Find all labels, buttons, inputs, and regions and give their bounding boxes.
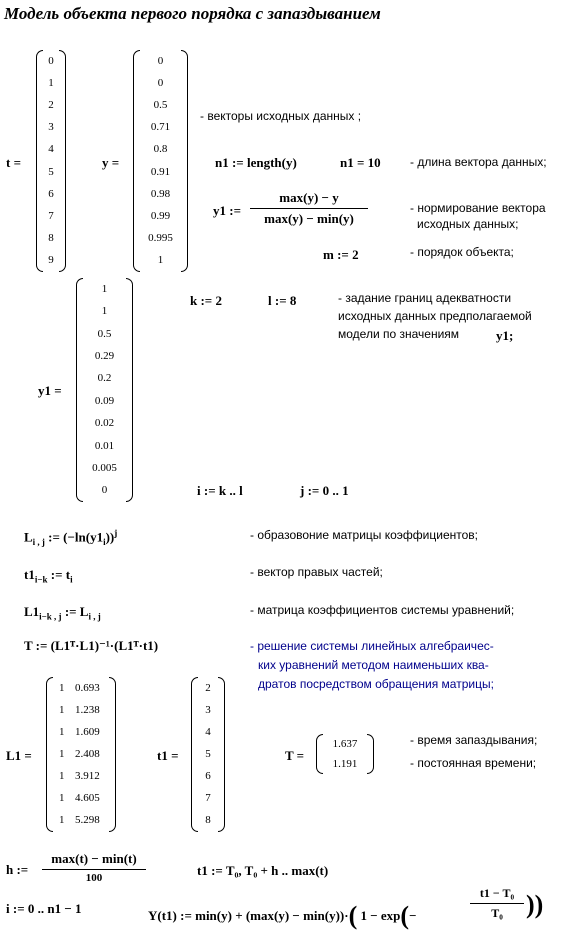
t-vector-cells xyxy=(43,50,59,272)
l-definition: l := 8 xyxy=(268,293,297,308)
L1-matrix-cell-col1: 1 xyxy=(59,770,65,783)
j-range: j := 0 .. 1 xyxy=(300,483,349,498)
T-result-cell: 1.637 xyxy=(332,737,358,750)
y1-vector-cell: 1 xyxy=(101,282,108,295)
L1-matrix-cell-col1: 1 xyxy=(59,703,65,716)
L1-definition: $L1_{i-k , j}$ := $L_{i , j}$ xyxy=(24,604,101,622)
y1-numerator: max(y) − y xyxy=(279,190,339,205)
y1-vector-cell: 0.005 xyxy=(92,461,117,474)
y-vector-cell: 0.99 xyxy=(150,210,171,222)
y1-denominator: max(y) − min(y) xyxy=(264,211,354,226)
t-vector-cell: 5 xyxy=(48,165,54,178)
model-close-parens: )) xyxy=(526,890,544,919)
t1-vector-cell: 8 xyxy=(205,814,211,827)
t1-vector-cell: 5 xyxy=(205,748,211,760)
T-result-vector xyxy=(316,734,374,774)
comment-bounds-var: y1; xyxy=(496,328,514,343)
comment-normalize-2: исходных данных; xyxy=(417,217,519,231)
comment-length: - длина вектора данных; xyxy=(410,155,547,169)
y1-vector-cell: 0.01 xyxy=(94,439,115,452)
y-vector-cell: 0 xyxy=(157,76,164,89)
comment-L: - образовоние матрицы коэффициентов; xyxy=(250,528,478,542)
comment-T-delay: - время запаздывания; xyxy=(410,733,538,747)
comment-bounds-3: модели по значениям xyxy=(338,327,460,341)
y-vector-cell: 0.98 xyxy=(150,187,171,200)
k-definition: k := 2 xyxy=(190,293,222,308)
L1-matrix-cell-col1: 1 xyxy=(59,681,65,694)
model-fraction xyxy=(470,886,524,921)
y-vector-cell: 0 xyxy=(157,54,164,67)
t-vector-cell: 1 xyxy=(48,76,54,89)
y-label: y = xyxy=(102,155,120,170)
t1-vector-cell: 4 xyxy=(205,725,211,738)
h-denominator: 100 xyxy=(85,872,103,884)
L1-matrix-cell-col2: 0.693 xyxy=(75,681,100,694)
comment-normalize-1: - нормирование вектора xyxy=(410,201,546,215)
t-vector-cell: 4 xyxy=(48,143,54,156)
y-vector-cell: 0.91 xyxy=(150,165,171,178)
L1-matrix-cell-col2: 1.238 xyxy=(75,703,100,716)
t1-vector-cell: 7 xyxy=(205,792,211,805)
n1-definition: n1 := length(y) xyxy=(215,155,297,170)
t-vector-cell: 8 xyxy=(48,232,54,245)
h-lhs: h := xyxy=(6,862,29,877)
t-vector xyxy=(36,50,66,272)
L1-matrix-cell-col1: 1 xyxy=(59,725,65,738)
comment-T-3: дратов посредством обращения матрицы; xyxy=(258,677,494,691)
h-numerator: max(t) − min(t) xyxy=(51,851,137,866)
L1-matrix-cell-col2: 2.408 xyxy=(75,748,100,760)
comment-vectors: - векторы исходных данных ; xyxy=(200,109,362,123)
t1-vector xyxy=(191,677,225,832)
t1-vector-cell: 2 xyxy=(205,681,211,694)
h-fraction xyxy=(42,851,146,884)
t-vector-cell: 3 xyxy=(48,121,54,134)
L1-matrix-cell-col2: 4.605 xyxy=(75,792,100,805)
comment-order: - порядок объекта; xyxy=(410,245,514,259)
m-definition: m := 2 xyxy=(323,247,359,262)
t-vector-cell: 0 xyxy=(48,54,54,67)
comment-L1: - матрица коэффициентов системы уравнений; xyxy=(250,603,515,617)
y1-vector-cell: 0.29 xyxy=(94,349,115,362)
t1-vector-label: t1 = xyxy=(157,748,179,763)
y-vector-cell: 0.995 xyxy=(148,232,173,245)
y-vector-cell: 1 xyxy=(157,254,164,267)
n1-result: n1 = 10 xyxy=(340,155,381,170)
L1-matrix-cell-col1: 1 xyxy=(59,792,65,805)
T-result-label: T = xyxy=(285,748,305,763)
y1-vector-cell: 1 xyxy=(101,305,108,318)
document-title: Модель объекта первого порядка с запаздыванием xyxy=(4,4,381,23)
model-frac-den: T₀ xyxy=(491,906,503,920)
y1-fraction xyxy=(250,190,368,227)
L1-matrix-label: L1 = xyxy=(6,748,32,763)
y-vector-cell: 0.5 xyxy=(153,99,168,111)
t-label: t = xyxy=(6,155,21,170)
i-range-full: i := 0 .. n1 − 1 xyxy=(6,901,82,916)
t-vector-cell: 9 xyxy=(48,254,54,267)
y1-label: y1 = xyxy=(38,383,62,398)
L1-matrix-cell-col1: 1 xyxy=(59,748,65,760)
model-formula: Y(t1) := min(y) + (max(y) − min(y))·( 1 − exp(− xyxy=(148,901,417,930)
y-vector-cell: 0.71 xyxy=(150,121,171,134)
T-formula: T := (L1ᵀ·L1)⁻¹·(L1ᵀ·t1) xyxy=(24,638,159,653)
comment-bounds-2: исходных данных предполагаемой xyxy=(338,309,532,323)
T-result-cell: 1.191 xyxy=(332,757,358,770)
t-vector-cell: 6 xyxy=(48,187,54,200)
y1-vector-cell: 0.2 xyxy=(97,372,112,385)
y-vector-cell: 0.8 xyxy=(153,143,168,156)
y1-vector xyxy=(76,278,133,502)
y-vector xyxy=(133,50,188,272)
y1-lhs: y1 := xyxy=(213,203,241,218)
y1-vector-cell: 0.09 xyxy=(94,394,115,407)
comment-T-const: - постоянная времени; xyxy=(410,756,537,770)
y1-vector-cell: 0.02 xyxy=(94,417,115,430)
t1-vector-cell: 3 xyxy=(205,703,211,716)
y1-vector-cell: 0.5 xyxy=(97,327,112,340)
L1-matrix-cell-col2: 5.298 xyxy=(75,814,100,827)
comment-t1: - вектор правых частей; xyxy=(250,565,383,579)
i-range: i := k .. l xyxy=(197,483,243,498)
t1-definition: $t1_{i-k}$ := $t_i$ xyxy=(24,567,73,585)
t-vector-cell: 2 xyxy=(48,99,54,111)
t1-range: t1 := T₀, T₀ + h .. max(t) xyxy=(197,863,329,878)
L-formula: $L_{i , j}$ := $(-\ln(y1_i))^j$ xyxy=(24,528,118,547)
L1-matrix-cell-col1: 1 xyxy=(59,814,65,827)
L1-matrix xyxy=(46,677,116,832)
L1-matrix-cell-col2: 3.912 xyxy=(75,770,100,783)
t1-vector-cell: 6 xyxy=(205,770,211,783)
comment-T-1: - решение системы линейных алгебраичес- xyxy=(250,639,494,653)
comment-bounds-1: - задание границ адекватности xyxy=(338,291,512,305)
y1-vector-cell: 0 xyxy=(101,484,108,497)
model-frac-num: t1 − T₀ xyxy=(479,886,515,900)
comment-T-2: ких уравнений методом наименьших ква- xyxy=(258,658,489,672)
t-vector-cell: 7 xyxy=(48,210,54,222)
L1-matrix-cell-col2: 1.609 xyxy=(75,725,100,738)
